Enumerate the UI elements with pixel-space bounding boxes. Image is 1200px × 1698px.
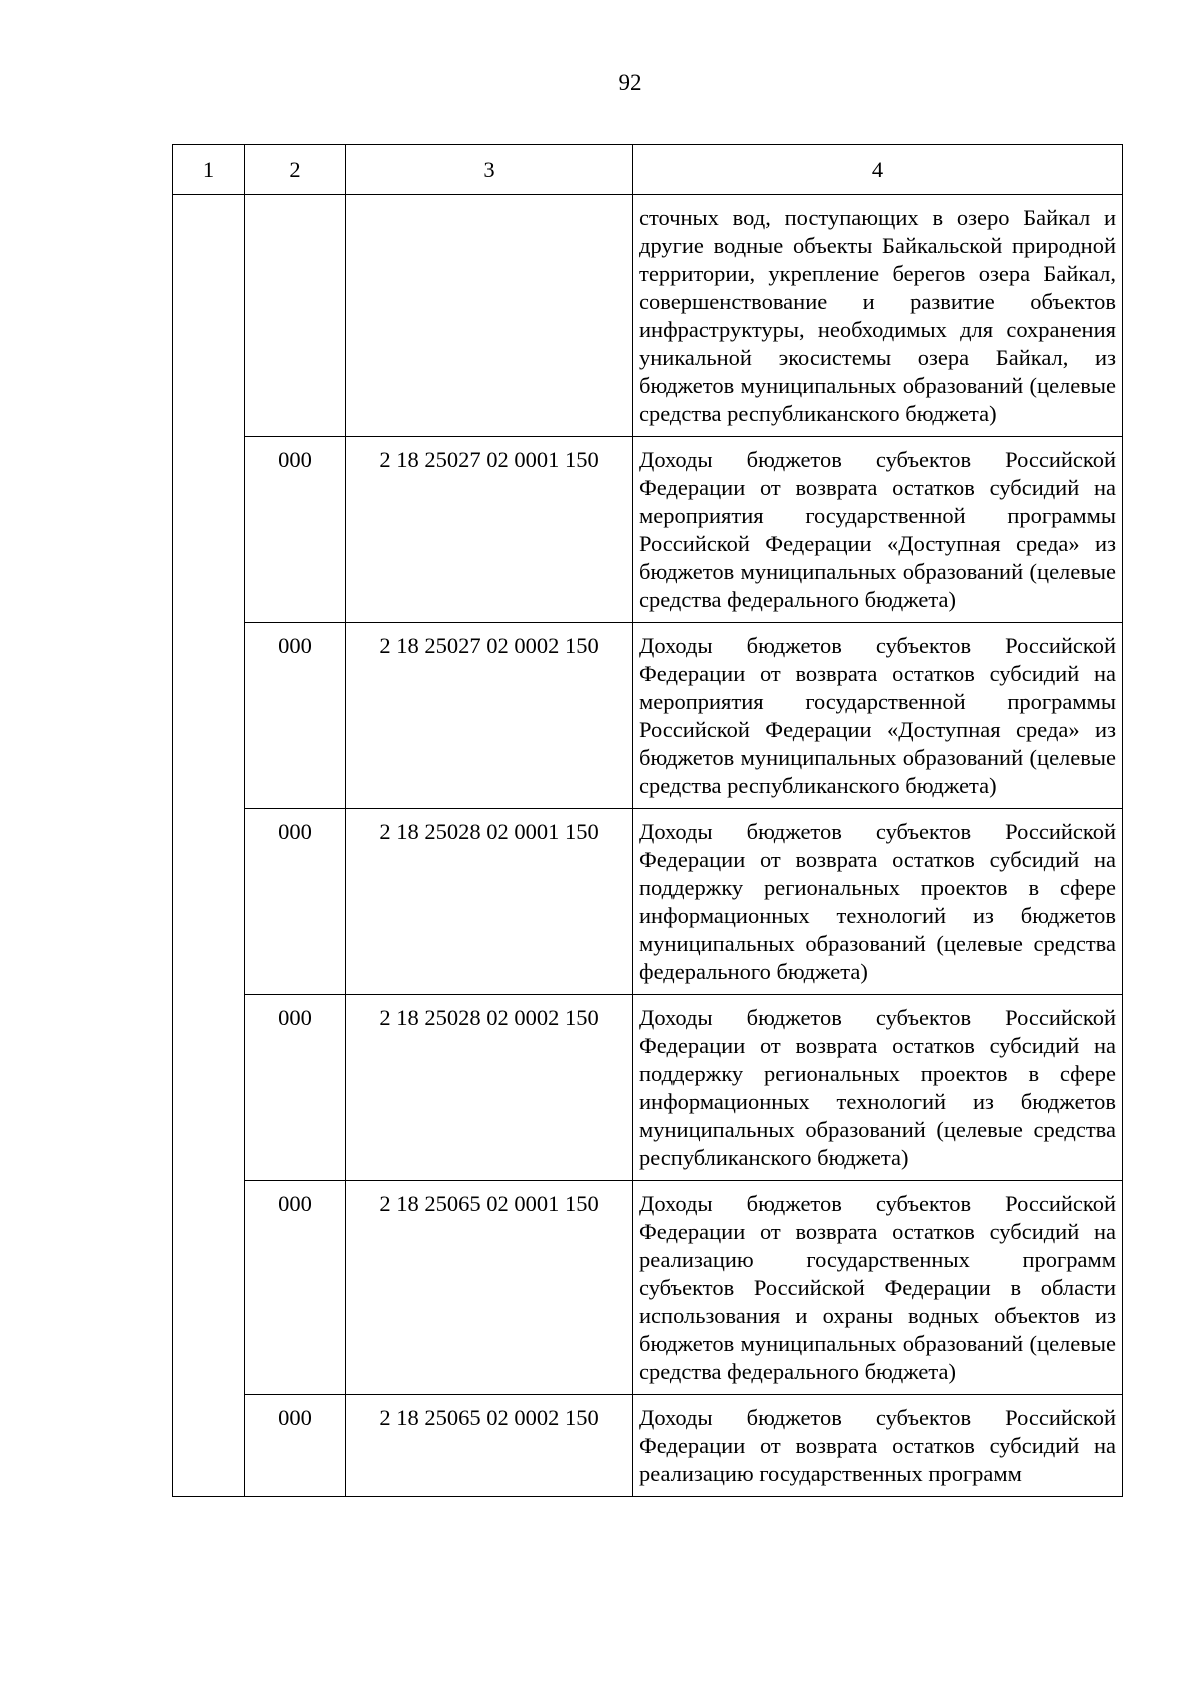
budget-income-table [172, 144, 1123, 1497]
continuation-text: сточных вод, поступающих в озеро Байкал и другие водные объекты Байкальской природной территории, укрепление берегов озера Байкал, совершенствование и развитие объектов инфраструктуры, необходимых для сохранения уникальной экосистемы озера Байкал, из бюджетов муниципальных образований (целевые средства республиканского бюджета) [639, 205, 1116, 426]
admin-code-cell: 000 [245, 809, 346, 995]
page-number: 92 [618, 70, 642, 95]
description-cell [633, 1395, 1123, 1497]
header-col-3: 3 [346, 145, 633, 195]
table-row [173, 437, 1123, 623]
description-text: Доходы бюджетов субъектов Российской Федерации от возврата остатков субсидий на мероприятия государственной программы Российской Федерации «Доступная среда» из бюджетов муниципальных образований (целевые средства республиканского бюджета) [639, 633, 1116, 798]
description-cell-continuation [633, 195, 1123, 437]
header-col-4: 4 [633, 145, 1123, 195]
income-code-cell: 2 18 25028 02 0001 150 [346, 809, 633, 995]
header-col-1: 1 [173, 145, 245, 195]
admin-code-cell: 000 [245, 1395, 346, 1497]
table-row [173, 1181, 1123, 1395]
table-header [173, 145, 1123, 195]
merged-col-1-cell [173, 195, 245, 1497]
income-code-cell: 2 18 25028 02 0002 150 [346, 995, 633, 1181]
admin-code-cell: 000 [245, 623, 346, 809]
income-code-cell-empty [346, 195, 633, 437]
table-row [173, 1395, 1123, 1497]
table-row [173, 995, 1123, 1181]
description-cell [633, 1181, 1123, 1395]
header-col-2: 2 [245, 145, 346, 195]
description-text: Доходы бюджетов субъектов Российской Федерации от возврата остатков субсидий на реализацию государственных программ субъектов Российской Федерации в области использования и охраны водных объектов из бюджетов муниципальных образований (целевые средства федерального бюджета) [639, 1191, 1116, 1384]
income-code-cell: 2 18 25027 02 0002 150 [346, 623, 633, 809]
income-code-cell: 2 18 25065 02 0002 150 [346, 1395, 633, 1497]
description-text: Доходы бюджетов субъектов Российской Федерации от возврата остатков субсидий на поддержку региональных проектов в сфере информационных технологий из бюджетов муниципальных образований (целевые средства федерального бюджета) [639, 819, 1116, 984]
description-text: Доходы бюджетов субъектов Российской Федерации от возврата остатков субсидий на мероприятия государственной программы Российской Федерации «Доступная среда» из бюджетов муниципальных образований (целевые средства федерального бюджета) [639, 447, 1116, 612]
table-row [173, 623, 1123, 809]
description-cell [633, 623, 1123, 809]
income-code-cell: 2 18 25065 02 0001 150 [346, 1181, 633, 1395]
description-text: Доходы бюджетов субъектов Российской Федерации от возврата остатков субсидий на поддержку региональных проектов в сфере информационных технологий из бюджетов муниципальных образований (целевые средства республиканского бюджета) [639, 1005, 1116, 1170]
description-cell [633, 995, 1123, 1181]
admin-code-cell: 000 [245, 1181, 346, 1395]
header-row [173, 145, 1123, 195]
table-body [173, 195, 1123, 1497]
description-text: Доходы бюджетов субъектов Российской Федерации от возврата остатков субсидий на реализацию государственных программ [639, 1405, 1116, 1486]
admin-code-cell-empty [245, 195, 346, 437]
table-row-continuation [173, 195, 1123, 437]
table-row [173, 809, 1123, 995]
admin-code-cell: 000 [245, 995, 346, 1181]
description-cell [633, 809, 1123, 995]
admin-code-cell: 000 [245, 437, 346, 623]
income-code-cell: 2 18 25027 02 0001 150 [346, 437, 633, 623]
description-cell [633, 437, 1123, 623]
